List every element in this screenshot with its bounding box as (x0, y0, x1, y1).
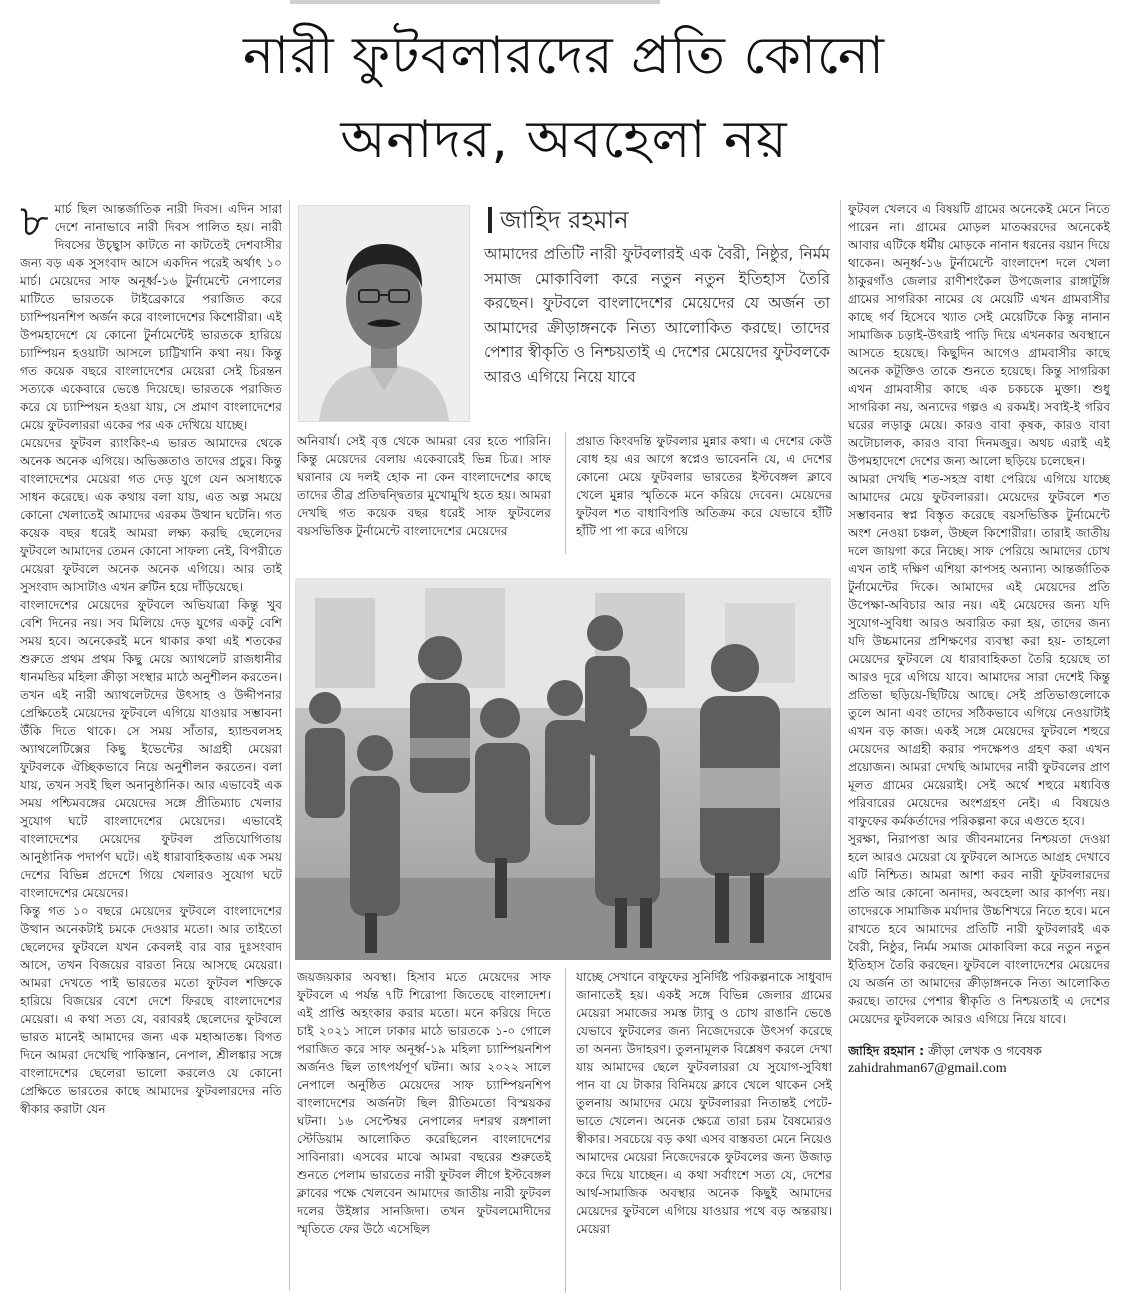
author-email[interactable]: zahidrahman67@gmail.com (848, 1061, 1007, 1076)
team-celebration-photo (295, 578, 831, 960)
paragraph: কিন্তু গত ১০ বছরে মেয়েদের ফুটবলে বাংলাদেশের উত্থান অনেকটাই চমকে দেওয়ার মতো। আর তাইতো ছেলেদের ফুটবলে যখন কেবলই বার বার দুঃসংবাদ আসে, তখন বিজয়ের বারতা নিয়ে আসছে মেয়েরা। আমরা দেখতে পাই ভারতের মতো ফুটবল শক্তিকে হারিয়ে বিজয়ের বেশে দেশে ফিরছে বাংলাদেশের মেয়েরা। এ কথা সত্য যে, বরাবরই ছেলেদের ফুটবলে ভারত মানেই আমাদের জন্য এক মহাআতঙ্ক। বিগত দিনে আমরা দেখেছি পাকিস্তান, নেপাল, শ্রীলঙ্কার সঙ্গে বাংলাদেশের ছেলেরা ভালো করলেও যে কোনো প্রেক্ষিতে ভারতের কাছে আমাদের ফুটবলারদের নতি স্বীকার করাটা যেন (20, 904, 282, 1116)
photo-image (295, 578, 831, 960)
byline-bar (488, 207, 492, 233)
article-column-3-top: প্রয়াত কিংবদন্তি ফুটবলার মুন্নার কথা। এ দেশের কেউ বোধ হয় এর আগে স্বপ্নেও ভাবেননি যে, এ দেশের কোনো মেয়ে ফুটবলার ভারতের ইস্টবেঙ্গল ক্লাবে খেলে মুন্নার স্মৃতিকে মনে করিয়ে দেবেন। মেয়েদের ফুটবল শত বাধাবিপত্তি অতিক্রম করে যেভাবে হাঁটি হাঁটি পা পা করে এগিয়ে (576, 434, 832, 538)
drop-cap: ৮ (20, 200, 49, 247)
article-column-2-bottom: জয়জয়কার অবস্থা। হিসাব মতে মেয়েদের সাফ ফুটবলে এ পর্যন্ত ৭টি শিরোপা জিতেছে বাংলাদেশ। এই প্রাপ্তি অহংকার করার মতো। মনে করিয়ে দিতে চাই ২০২১ সালে ঢাকার মাঠে ভারতকে ১-০ গোলে পরাজিত করে সাফ অনূর্ধ্ব-১৯ মহিলা চ্যাম্পিয়নশিপ অর্জনও ছিল তাৎপর্যপূর্ণ ঘটনা। আর ২০২২ সালে নেপালে অনুষ্ঠিত মেয়েদের সাফ চ্যাম্পিয়নশিপ বাংলাদেশের অর্জনটা ছিল রীতিমতো বিস্ময়কর ঘটনা। ১৬ সেপ্টেম্বর নেপালের দশরথ রঙ্গশালা স্টেডিয়াম আলোকিত করেছিলেন বাংলাদেশের সাবিনারা। এসবের মাঝে আমরা বছরের শুরুতেই শুনতে পেলাম ভারতের নারী ফুটবল লীগে ইস্টবেঙ্গল ক্লাবের পক্ষে খেলবেন আমাদের জাতীয় নারী ফুটবল দলের উইঙ্গার সানজিদা। তখন ফুটবলমোদীদের স্মৃতিতে ফের উঠে এসেছিল (297, 970, 551, 1236)
column-divider (565, 432, 566, 554)
paragraph: সুরক্ষা, নিরাপত্তা আর জীবনমানের নিশ্চয়তা দেওয়া হলে আরও মেয়েরা যে ফুটবলে আসতে আগ্রহ দেখাবে এটি নিশ্চিত। আমরা আশা করব নারী ফুটবলারদের প্রতি আর কোনো অনাদর, অবহেলা আর কার্পণ্য নয়। তাদেরকে সামাজিক মর্যাদার উচ্চশিখরে নিতে হবে। মনে রাখতে হবে আমাদের প্রতিটি নারী ফুটবলারই এক বৈরী, নিষ্ঠুর, নির্মম সমাজ মোকাবিলা করে নতুন নতুন ইতিহাস তৈরি করছেন। ফুটবলে বাংলাদেশের মেয়েদের যে অর্জন তা আমাদের ক্রীড়াঙ্গনকে নিত্য আলোকিত করছে। তাদের পেশার স্বীকৃতি ও নিশ্চয়তাই এ দেশের মেয়েদের ফুটবলকে আরও এগিয়ে নিয়ে যাবে। (848, 832, 1110, 1026)
paragraph: আমরা দেখছি শত-সহস্র বাধা পেরিয়ে এগিয়ে যাচ্ছে আমাদের মেয়ে ফুটবলাররা। মেয়েদের ফুটবলে শত সম্ভাবনার স্বপ্ন বিস্তৃত করেছে বয়সভিত্তিক টুর্নামেন্টে অংশ নেওয়া চঞ্চল, উচ্ছল কিশোরীরা। তারাই জাতীয় দলে জায়গা করে নিচ্ছে। সাফ পেরিয়ে আমাদের চোখ এখন তাই দক্ষিণ এশিয়া কাপসহ অন্যান্য আন্তর্জাতিক টুর্নামেন্টের দিকে। আমাদের এই মেয়েদের প্রতি উপেক্ষা-অবিচার আর নয়। এই মেয়েদের জন্য যদি সুযোগ-সুবিধা আরও অবারিত করা হয়, তাদের জন্য যদি উচ্চমানের প্রশিক্ষণের ব্যবস্থা করা হয়- তাহলো মেয়েদের ফুটবলে যে ধারাবাহিকতা তৈরি হয়েছে তা আরও দূরে এগিয়ে যাবে। আমাদের সারা দেশেই কিন্তু প্রতিভা ছড়িয়ে-ছিটিয়ে আছে। সেই প্রতিভাগুলোকে তুলে আনা এবং তাদের সঠিকভাবে এগিয়ে নেওয়াটাই এখন বড় কাজ। একই সঙ্গে মেয়েদের ফুটবলে শহুরে মেয়েদের আগ্রহী করার পদক্ষেপও গ্রহণ করা এখন প্রয়োজন। আমরা দেখছি আমাদের নারী ফুটবলের প্রাণ মূলত গ্রামের মেয়েরাই। সেই অর্থে শহুরে মধ্যবিত্ত পরিবারের মেয়েদের অংশগ্রহণ নেই। এ বিষয়েও বাফুফের কর্মকর্তাদের পরিকল্পনা করে এগুতে হবে। (848, 472, 1110, 828)
paragraph: ফুটবল খেলবে এ বিষয়টি গ্রামের অনেকেই মেনে নিতে পারেন না। গ্রামের মোড়ল মাতব্বরদের অনেকেই আবার এটিকে ধর্মীয় মোড়কে নানান ধরনের বয়ান দিয়ে থাকেন। অনূর্ধ্ব-১৬ টুর্নামেন্টে বাংলাদেশ দলে খেলা ঠাকুরগাঁও জেলার রাণীশংকৈল উপজেলার রাঙ্গাটুঙ্গি গ্রামের সাগরিকা নামের যে মেয়েটি এখন গ্রামবাসীর কাছে গর্ব হিসেবে খ্যাত সেই মেয়েটিকে কিন্তু নানান সামাজিক চড়াই-উৎরাই পাড়ি দিয়ে এখনকার অবস্থানে আসতে হয়েছে। কিছুদিন আগেও গ্রামবাসীর কাছে অনেক কটূক্তিও তাকে শুনতে হয়েছে। কিন্তু সাগরিকা এখন গ্রামবাসীর কাছে এক চকচকে মুক্তা। শুধু সাগরিকা নয়, অন্যদের গল্পও এ রকমই। সবাই-ই গরিব ঘরের লড়াকু মেয়ে। কারও বাবা কৃষক, কারও বাবা অটোচালক, কারও বাবা দিনমজুর। অথচ এরাই এই উপমহাদেশে দেশের জন্য আলো ছড়িয়ে চলেছেন। (848, 202, 1110, 468)
headline-line-2: অনাদর, অবহেলা নয় (340, 110, 788, 170)
article-column-4 (848, 200, 1110, 1290)
top-rule (290, 0, 660, 4)
author-name: জাহিদ রহমান (500, 206, 629, 234)
article-column-1 (20, 200, 282, 1290)
byline (488, 205, 828, 235)
paragraph: বাংলাদেশের মেয়েদের ফুটবলে অভিযাত্রা কিন্তু খুব বেশি দিনের নয়। সব মিলিয়ে দেড় যুগের একটু বেশি সময় হবে। অনেকেরই মনে থাকার কথা এই শতকের শুরুতে প্রথম প্রথম কিছু মেয়ে অ্যাথলেট রাজধানীর ধানমন্ডির মহিলা ক্রীড়া সংস্থার মাঠে অনুশীলন করতেন। তখন এই নারী অ্যাথলেটদের উৎসাহ ও উদ্দীপনার প্রেক্ষিতেই মেয়েদের ফুটবলে এগিয়ে যাওয়ার সম্ভাবনা উঁকি দিতে থাকে। সে সময় সাঁতার, হ্যান্ডবলসহ অ্যাথলেটিক্সের কিছু ইভেন্টের আগ্রহী মেয়েরা ফুটবলকে ঐচ্ছিকভাবে নিয়ে অনুশীলন করতেন। বলা যায়, তখন সবই ছিল অনানুষ্ঠানিক। আর এভাবেই এক সময় পশ্চিমবঙ্গের মেয়েদের সঙ্গে প্রীতিম্যাচ খেলার সুযোগ ঘটে বাংলাদেশের মেয়েদের। এভাবেই বাংলাদেশের মেয়েদের ফুটবল প্রতিযোগিতায় আনুষ্ঠানিক পদার্পণ ঘটে। এই ধারাবাহিকতায় এক সময় দেশের বিভিন্ন প্রদেশে গিয়ে খেলারও সুযোগ ঘটে বাংলাদেশের মেয়েদের। (20, 598, 282, 900)
paragraph: মেয়েদের ফুটবল র‍্যাংকিং-এ ভারত আমাদের থেকে অনেক অনেক এগিয়ে। অভিজ্ঞতাও তাদের প্রচুর। কিন্তু বাংলাদেশের মেয়েরা গত দেড় যুগে যেন অসাধ্যকে সাধন করেছে। এক কথায় বলা যায়, এত অল্প সময়ে কোনো খেলাতেই আমাদের এরকম উত্থান ঘটেনি। গত কয়েক বছর ধরেই আমরা লক্ষ্য করছি ছেলেদের ফুটবলে আমাদের তেমন কোনো সাফল্য নেই, বিপরীতে মেয়েরা ফুটবলে অনেক অনেক এগিয়ে। আর তাই সুসংবাদ আসাটাও এখন রুটিন হয়ে দাঁড়িয়েছে। (20, 436, 282, 594)
paragraph: মার্চ ছিল আন্তর্জাতিক নারী দিবস। এদিন সারা দেশে নানাভাবে নারী দিবস পালিত হয়। নারী দিবসের উচ্ছ্বাস কাটতে না কাটতেই দেশবাসীর জন্য বড় এক সুসংবাদ আসে একদিন পরেই অর্থাৎ ১০ মার্চ। মেয়েদের সাফ অনূর্ধ্ব-১৬ টুর্নামেন্টে নেপালের মাটিতে ভারতকে টাইব্রেকারে পরাজিত করে চ্যাম্পিয়নশিপ অর্জন করে বাংলাদেশের কিশোরীরা। এই উপমহাদেশে যে কোনো টুর্নামেন্টেই ভারতকে হারিয়ে চ্যাম্পিয়ন হওয়াটা আসলে চাট্টিখানি কথা নয়। কিন্তু গত কয়েক বছরে বাংলাদেশের মেয়েরা সেই চিরন্তন সত্যকে একেবারে ভেঙে দিয়েছে। ভারতকে পরাজিত করে যে চ্যাম্পিয়ন হওয়া যায়, সে প্রমাণ বাংলাদেশের মেয়ে ফুটবলাররা একের পর এক দেখিয়ে যাচ্ছে। (20, 202, 282, 432)
author-credit-role: ক্রীড়া লেখক ও গবেষক (924, 1043, 1042, 1058)
article-column-3-bottom: যাচ্ছে সেখানে বাফুফের সুনির্দিষ্ট পরিকল্পনাকে সাধুবাদ জানাতেই হয়। একই সঙ্গে বিভিন্ন জেলার গ্রামের মেয়েরা সমাজের সমস্ত ট্যাবু ও চোখ রাঙানি ভেঙে যেভাবে ফুটবলের জন্য নিজেদেরকে উৎসর্গ করেছে তা অনন্য উদাহরণ। তুলনামূলক বিশ্লেষণ করলে দেখা যায় আমাদের ছেলে ফুটবলাররা যে সুযোগ-সুবিধা পান বা যে টাকার বিনিময়ে ক্লাবে খেলে থাকেন সেই তুলনায় আমাদের মেয়ে ফুটবলাররা নিতান্তই পেটে-ভাতে খেলেন। অনেক ক্ষেত্রে তারা চরম বৈষম্যেরও স্বীকার। সবচেয়ে বড় কথা এসব বাস্তবতা মেনে নিয়েও আমাদের মেয়েরা নিজেদেরকে ফুটবলের জন্য উজাড় করে দিয়ে যাচ্ছেন। এ কথা সর্বাংশে সত্য যে, দেশের আর্থ-সামাজিক অবস্থার অনেক কিছুই আমাদের মেয়েদের ফুটবলে এগিয়ে যাওয়ার পথে বড় অন্তরায়। মেয়েরা (576, 970, 832, 1236)
column-divider (840, 200, 841, 1290)
portrait-photo (299, 206, 469, 421)
article-column-2-top: অনিবার্য। সেই বৃত্ত থেকে আমরা বের হতে পারিনি। কিন্তু মেয়েদের বেলায় একেবারেই ভিন্ন চিত্র। সাফ ঘরানার যে দলই হোক না কেন বাংলাদেশের কাছে তাদের তীব্র প্রতিদ্বন্দ্বিতার মুখোমুখি হতে হয়। আমরা দেখছি গত কয়েক বছর ধরেই সাফ ফুটবলের বয়সভিত্তিক টুর্নামেন্টে বাংলাদেশের মেয়েদের (297, 434, 551, 538)
column-divider (565, 968, 566, 1293)
headline-line-1: নারী ফুটবলারদের প্রতি কোনো (243, 26, 885, 86)
author-credit-name: জাহিদ রহমান : (848, 1043, 925, 1058)
intro-summary: আমাদের প্রতিটি নারী ফুটবলারই এক বৈরী, নিষ্ঠুর, নির্মম সমাজ মোকাবিলা করে নতুন নতুন ইতিহাস তৈরি করছেন। ফুটবলে বাংলাদেশের মেয়েদের যে অর্জন তা আমাদের ক্রীড়াঙ্গনকে নিত্য আলোকিত করছে। তাদের পেশার স্বীকৃতি ও নিশ্চয়তাই এ দেশের মেয়েদের ফুটবলকে আরও এগিয়ে নিয়ে যাবে (484, 245, 830, 386)
column-divider (289, 200, 290, 1290)
author-credit (848, 1042, 1110, 1060)
author-portrait (298, 205, 470, 422)
